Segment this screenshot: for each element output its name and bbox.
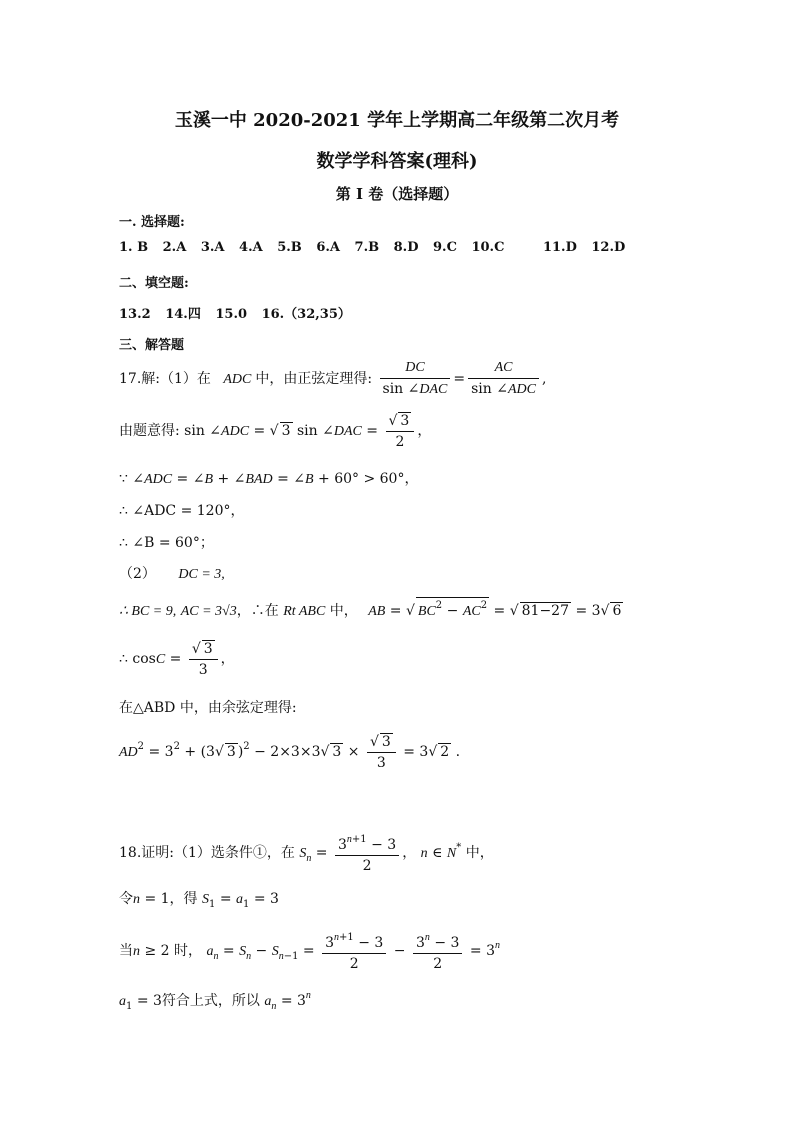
q17-line-4: ∴ ∠ADC = 120°，	[119, 503, 245, 519]
q17-line-1: 17.解:（1）在 ADC 中，由正弦定理得: $\frac{DC}{\text{sin ∠DAC}}$ = $\frac{AC}{\text{sin ∠ADC}}$ ,	[119, 360, 547, 397]
q17-line-10: $AD^2 = 3^2 + (3√$ 3 )$^2$ − 2×3×3√ 3 × $\frac{√ 3}{3}$ = 3√ 2 .	[119, 734, 461, 771]
answer-item: 12.D	[591, 240, 626, 255]
answer-item: 13.2	[119, 307, 151, 322]
law-of-sines-rhs: $\frac{AC}{\text{sin ∠ADC}}$	[468, 360, 539, 398]
answer-item: 7.B	[354, 240, 380, 255]
answer-item: 2.A	[162, 240, 187, 255]
page-subtitle: 数学学科答案(理科)	[316, 151, 478, 172]
answer-item: 15.0	[215, 307, 248, 322]
answer-item: 1. B	[119, 240, 149, 255]
answer-item: 4.A	[239, 240, 263, 255]
answer-item: 3.A	[200, 240, 225, 255]
page-title: 玉溪一中 2020-2021 学年上学期高二年级第二次月考	[174, 110, 620, 131]
part3-heading: 三、解答题	[119, 338, 185, 353]
answer-item: 8.D	[393, 240, 419, 255]
q18-line-1: 18.证明:（1）选条件①，在 $S_n$ = $\frac{3^{n+1} - 3}{2}$ ， n ∈ N* 中，	[119, 834, 494, 874]
q17-line-5: ∴ ∠B = 60°；	[119, 535, 214, 551]
q17-line-9: 在△ABD 中，由余弦定理得:	[119, 700, 297, 716]
answer-item: 14.四	[165, 307, 201, 322]
part2-heading: 二、填空题:	[119, 276, 189, 291]
part1-answers	[119, 240, 635, 255]
answer-item: 10.C	[471, 240, 505, 255]
answer-item: 5.B	[277, 240, 302, 255]
q18-line-3: 当n ≥ 2 时， $a_n = S_n - S_{n-1}$ = $\frac{3^{n+1} - 3}{2}$ − $\frac{3^n - 3}{2}$ = $3^n$	[119, 932, 500, 972]
q17-line-7: ∴ BC = 9, AC = 3√3，∴在 Rt ABC 中， AB = √ $BC^2 - AC^2$ = √ 81−27 = 3√ 6	[119, 597, 623, 620]
law-of-sines-lhs: $\frac{DC}{\text{sin ∠DAC}}$	[380, 360, 451, 398]
answer-item: 16.（32,35）	[261, 307, 351, 322]
answer-item: 6.A	[316, 240, 340, 255]
answer-item: 9.C	[433, 240, 457, 255]
q17-line-3: ∵ ∠ADC = ∠B + ∠BAD = ∠B + 60° > 60°，	[119, 471, 419, 487]
answer-item: 11.D	[542, 240, 577, 255]
part1-heading: 一. 选择题:	[119, 215, 185, 230]
q17-line-8: ∴ cosC = $\frac{√ 3}{3}$ ，	[119, 641, 235, 678]
q17-line-2: 由题意得: sin ∠ADC = √ 3 sin ∠DAC = $\frac{√ 3}{2}$ ，	[119, 413, 432, 450]
section-heading: 第 I 卷（选择题）	[335, 185, 459, 203]
q18-line-4: $a_1 = 3$符合上式，所以 $a_n = 3^n$	[119, 990, 311, 1012]
q18-line-2: 令n = 1，得 $S_1 = a_1 = 3$	[119, 891, 279, 910]
part2-answers	[119, 303, 361, 322]
q17-line-6: （2） DC = 3,	[119, 566, 225, 582]
